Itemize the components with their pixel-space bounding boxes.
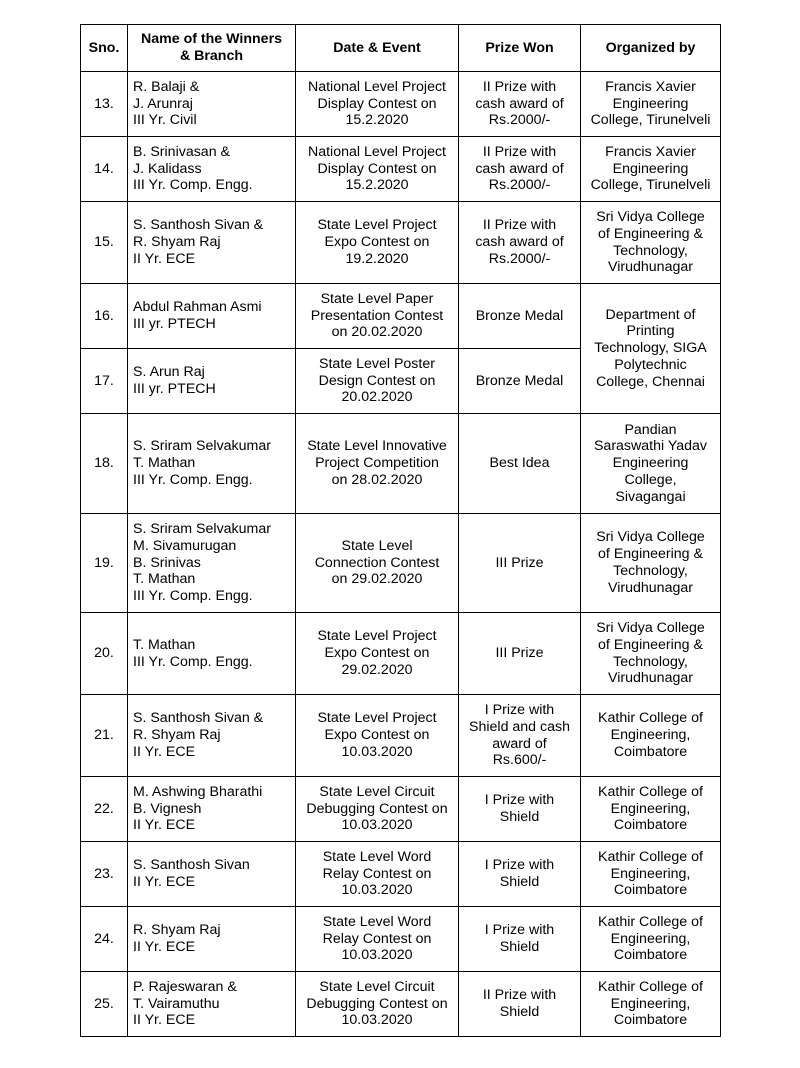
winners-table xyxy=(80,24,721,1037)
date-event-cell xyxy=(296,613,459,695)
date-event-cell xyxy=(296,695,459,777)
winner-line: III yr. PTECH xyxy=(133,316,216,332)
organizer-line: Sri Vidya College xyxy=(596,529,705,546)
organizer-line: Engineering, xyxy=(610,865,691,882)
prize-line: I Prize with xyxy=(484,922,555,939)
winner-line: S. Santhosh Sivan & xyxy=(133,710,264,727)
date-event-cell xyxy=(296,349,459,414)
organizer-line: Department of xyxy=(605,306,696,323)
winner-line: B. Srinivas xyxy=(133,554,201,571)
winner-line: III Yr. Comp. Engg. xyxy=(133,471,253,488)
organizer-cell xyxy=(581,613,721,695)
prize-line: cash award of xyxy=(475,234,564,251)
table-body xyxy=(81,72,721,1037)
date-event-line: Relay Contest on xyxy=(322,930,432,947)
organizer-line: Pandian xyxy=(624,421,677,438)
prize-line: Shield xyxy=(499,939,540,955)
organizer-line: College, xyxy=(624,471,677,488)
winner-line: III yr. PTECH xyxy=(133,381,216,397)
winners-cell xyxy=(128,972,296,1037)
date-event-line: 10.03.2020 xyxy=(341,817,413,834)
table-row xyxy=(81,284,721,349)
serial-number: 18. xyxy=(81,414,128,514)
date-event-cell xyxy=(296,72,459,137)
table-row xyxy=(81,842,721,907)
winner-line: III Yr. Civil xyxy=(133,112,197,129)
organizer-line: Technology, SIGA xyxy=(594,340,707,357)
organizer-cell xyxy=(581,777,721,842)
prize-line: Shield xyxy=(499,809,540,825)
organizer-line: College, Tirunelveli xyxy=(590,177,711,194)
prize-cell xyxy=(459,695,581,777)
prize-cell xyxy=(459,613,581,695)
header-date-event: Date & Event xyxy=(296,25,459,72)
organizer-line: Kathir College of xyxy=(598,913,703,930)
prize-line: II Prize with xyxy=(482,143,557,160)
prize-cell xyxy=(459,414,581,514)
date-event-line: Display Contest on xyxy=(317,95,437,112)
table-row xyxy=(81,514,721,613)
organizer-line: Sivagangai xyxy=(615,488,686,505)
prize-line: Shield and cash xyxy=(469,718,570,735)
serial-number: 17. xyxy=(81,349,128,414)
organizer-line: Engineering xyxy=(612,95,689,112)
organizer-line: Kathir College of xyxy=(598,710,703,727)
winner-line: R. Shyam Raj xyxy=(133,727,221,744)
table-row xyxy=(81,613,721,695)
organizer-line: Technology, xyxy=(613,242,688,259)
date-event-cell xyxy=(296,777,459,842)
organizer-line: of Engineering & xyxy=(598,225,703,242)
prize-cell xyxy=(459,842,581,907)
date-event-line: 10.03.2020 xyxy=(341,947,413,964)
winner-line: T. Mathan xyxy=(133,571,196,588)
date-event-cell xyxy=(296,842,459,907)
winner-line: M. Ashwing Bharathi xyxy=(133,783,263,800)
organizer-line: Engineering, xyxy=(610,995,691,1012)
date-event-line: 19.2.2020 xyxy=(345,250,409,267)
header-sno: Sno. xyxy=(81,25,128,72)
organizer-line: Polytechnic xyxy=(614,356,687,373)
prize-line: II Prize with xyxy=(482,78,557,95)
table-row xyxy=(81,695,721,777)
winner-line: J. Kalidass xyxy=(133,160,202,177)
prize-line: III Prize xyxy=(495,645,544,662)
winner-line: II Yr. ECE xyxy=(133,1012,196,1029)
prize-cell xyxy=(459,972,581,1037)
prize-line: II Prize with xyxy=(482,217,557,234)
date-event-line: State Level Word xyxy=(322,913,432,930)
date-event-line: Relay Contest on xyxy=(322,865,432,882)
prize-line: cash award of xyxy=(475,160,564,177)
serial-number: 14. xyxy=(81,137,128,202)
organizer-line: Engineering xyxy=(612,160,689,177)
winner-line: II Yr. ECE xyxy=(133,939,196,955)
prize-line: Rs.2000/- xyxy=(488,250,551,267)
date-event-line: on 20.02.2020 xyxy=(331,324,423,341)
table-row xyxy=(81,777,721,842)
organizer-line: Coimbatore xyxy=(613,882,688,899)
prize-cell xyxy=(459,349,581,414)
winners-cell xyxy=(128,202,296,284)
winner-line: II Yr. ECE xyxy=(133,250,196,267)
date-event-line: 20.02.2020 xyxy=(341,389,413,406)
table-header xyxy=(81,25,721,72)
serial-number: 24. xyxy=(81,907,128,972)
organizer-cell xyxy=(581,414,721,514)
organizer-line: Kathir College of xyxy=(598,978,703,995)
winner-line: J. Arunraj xyxy=(133,95,193,112)
serial-number: 16. xyxy=(81,284,128,349)
winners-cell xyxy=(128,72,296,137)
date-event-line: Display Contest on xyxy=(317,160,437,177)
organizer-line: Technology, xyxy=(613,653,688,670)
date-event-line: 10.03.2020 xyxy=(341,882,413,899)
date-event-cell xyxy=(296,202,459,284)
winner-line: II Yr. ECE xyxy=(133,817,196,834)
organizer-cell xyxy=(581,972,721,1037)
prize-line: I Prize with xyxy=(484,857,555,874)
organizer-line: Francis Xavier xyxy=(605,78,696,95)
organizer-cell xyxy=(581,72,721,137)
serial-number: 15. xyxy=(81,202,128,284)
header-prize: Prize Won xyxy=(459,25,581,72)
header-row xyxy=(81,25,721,72)
organizer-line: Coimbatore xyxy=(613,817,688,834)
date-event-line: on 28.02.2020 xyxy=(331,471,423,488)
organizer-line: Virudhunagar xyxy=(608,259,693,276)
winner-line: T. Mathan xyxy=(133,636,196,653)
organizer-line: Kathir College of xyxy=(598,783,703,800)
winners-cell xyxy=(128,349,296,414)
organizer-cell xyxy=(581,695,721,777)
date-event-line: Connection Contest xyxy=(314,554,440,571)
header-organizer: Organized by xyxy=(581,25,721,72)
organizer-line: Sri Vidya College xyxy=(596,208,705,225)
winners-cell xyxy=(128,842,296,907)
serial-number: 20. xyxy=(81,613,128,695)
prize-cell xyxy=(459,137,581,202)
date-event-line: Presentation Contest xyxy=(310,307,444,324)
date-event-line: 15.2.2020 xyxy=(345,177,409,194)
prize-line: Rs.2000/- xyxy=(488,112,551,129)
prize-line: Shield xyxy=(499,1004,540,1020)
winner-line: Abdul Rahman Asmi xyxy=(133,299,262,316)
winner-line: II Yr. ECE xyxy=(133,743,196,760)
winners-cell xyxy=(128,414,296,514)
winner-line: R. Shyam Raj xyxy=(133,234,221,251)
table-row xyxy=(81,907,721,972)
serial-number: 22. xyxy=(81,777,128,842)
table-row xyxy=(81,72,721,137)
prize-line: award of xyxy=(492,735,547,752)
winner-line: S. Sriram Selvakumar xyxy=(133,521,271,537)
winner-line: S. Santhosh Sivan & xyxy=(133,217,264,234)
date-event-line: 10.03.2020 xyxy=(341,743,413,760)
date-event-line: State Level Project xyxy=(317,710,437,727)
organizer-line: Kathir College of xyxy=(598,848,703,865)
date-event-line: State Level Circuit xyxy=(319,978,435,995)
table-row xyxy=(81,202,721,284)
winner-line: III Yr. Comp. Engg. xyxy=(133,653,253,670)
organizer-line: Engineering, xyxy=(610,930,691,947)
winner-line: S. Santhosh Sivan xyxy=(133,857,250,874)
prize-line: II Prize with xyxy=(482,987,557,1004)
organizer-cell xyxy=(581,137,721,202)
winners-cell xyxy=(128,514,296,613)
date-event-line: State Level xyxy=(341,537,413,554)
date-event-line: Expo Contest on xyxy=(324,727,430,744)
serial-number: 23. xyxy=(81,842,128,907)
date-event-line: Project Competition xyxy=(315,455,439,472)
prize-line: I Prize with xyxy=(484,792,555,809)
organizer-line: of Engineering & xyxy=(598,636,703,653)
prize-cell xyxy=(459,202,581,284)
date-event-line: 10.03.2020 xyxy=(341,1012,413,1029)
prize-line: cash award of xyxy=(475,95,564,112)
date-event-line: State Level Paper xyxy=(320,290,434,307)
date-event-line: State Level Circuit xyxy=(319,783,435,800)
winner-line: S. Sriram Selvakumar xyxy=(133,438,271,455)
winners-cell xyxy=(128,137,296,202)
serial-number: 19. xyxy=(81,514,128,613)
prize-cell xyxy=(459,72,581,137)
serial-number: 25. xyxy=(81,972,128,1037)
winners-cell xyxy=(128,777,296,842)
winner-line: R. Shyam Raj xyxy=(133,922,221,939)
date-event-line: 29.02.2020 xyxy=(341,661,413,678)
winner-line: M. Sivamurugan xyxy=(133,537,237,554)
date-event-line: Debugging Contest on xyxy=(306,995,448,1012)
organizer-cell xyxy=(581,907,721,972)
winners-cell xyxy=(128,284,296,349)
organizer-cell xyxy=(581,202,721,284)
organizer-line: Virudhunagar xyxy=(608,579,693,596)
organizer-line: Saraswathi Yadav xyxy=(593,438,708,455)
winner-line: B. Vignesh xyxy=(133,800,202,817)
organizer-line: Virudhunagar xyxy=(608,670,693,687)
date-event-line: Expo Contest on xyxy=(324,645,430,662)
organizer-line: College, Tirunelveli xyxy=(590,112,711,129)
organizer-cell xyxy=(581,514,721,613)
table-row xyxy=(81,972,721,1037)
date-event-cell xyxy=(296,137,459,202)
table-row xyxy=(81,137,721,202)
organizer-cell xyxy=(581,842,721,907)
winner-line: B. Srinivasan & xyxy=(133,143,230,160)
organizer-line: Francis Xavier xyxy=(605,143,696,160)
winner-line: T. Mathan xyxy=(133,455,196,472)
date-event-line: State Level Project xyxy=(317,628,437,645)
winner-line: II Yr. ECE xyxy=(133,874,196,890)
prize-line: Rs.2000/- xyxy=(488,177,551,194)
organizer-line: Coimbatore xyxy=(613,1012,688,1029)
date-event-cell xyxy=(296,414,459,514)
organizer-line: Engineering, xyxy=(610,727,691,744)
winner-line: P. Rajeswaran & xyxy=(133,978,237,995)
winner-line: S. Arun Raj xyxy=(133,364,205,381)
organizer-line: College, Chennai xyxy=(596,373,705,390)
prize-line: III Prize xyxy=(495,554,544,571)
prize-cell xyxy=(459,907,581,972)
organizer-line: Technology, xyxy=(613,563,688,579)
organizer-line: Engineering, xyxy=(610,800,691,817)
date-event-line: State Level Word xyxy=(322,848,432,865)
organizer-line: Printing xyxy=(626,323,675,340)
organizer-line: of Engineering & xyxy=(598,546,703,563)
organizer-line: Coimbatore xyxy=(613,947,688,964)
organizer-line: Engineering xyxy=(612,455,689,472)
organizer-line: Sri Vidya College xyxy=(596,619,705,636)
winners-cell xyxy=(128,613,296,695)
date-event-line: 15.2.2020 xyxy=(345,112,409,129)
header-name: Name of the Winners & Branch xyxy=(128,25,296,72)
prize-line: Bronze Medal xyxy=(475,372,564,389)
date-event-cell xyxy=(296,514,459,613)
date-event-line: State Level Innovative xyxy=(307,438,447,455)
winners-cell xyxy=(128,695,296,777)
date-event-cell xyxy=(296,284,459,349)
table-row xyxy=(81,414,721,514)
date-event-line: National Level Project xyxy=(307,78,446,95)
prize-line: Rs.600/- xyxy=(492,752,547,769)
serial-number: 21. xyxy=(81,695,128,777)
date-event-line: State Level Poster xyxy=(319,355,435,372)
winners-cell xyxy=(128,907,296,972)
prize-line: Shield xyxy=(499,874,540,890)
organizer-line: Coimbatore xyxy=(613,743,688,760)
prize-cell xyxy=(459,777,581,842)
winner-line: III Yr. Comp. Engg. xyxy=(133,588,253,605)
prize-cell xyxy=(459,284,581,349)
prize-line: Bronze Medal xyxy=(475,307,564,324)
winner-line: III Yr. Comp. Engg. xyxy=(133,177,253,194)
date-event-cell xyxy=(296,907,459,972)
winner-line: T. Vairamuthu xyxy=(133,995,220,1012)
prize-cell xyxy=(459,514,581,613)
winner-line: R. Balaji & xyxy=(133,78,200,95)
date-event-line: State Level Project xyxy=(317,217,437,234)
date-event-line: Expo Contest on xyxy=(324,234,430,251)
date-event-line: National Level Project xyxy=(307,143,446,160)
date-event-cell xyxy=(296,972,459,1037)
prize-line: Best Idea xyxy=(489,455,550,472)
organizer-cell xyxy=(581,284,721,414)
prize-line: I Prize with xyxy=(484,701,555,718)
date-event-line: Design Contest on xyxy=(318,372,436,389)
date-event-line: on 29.02.2020 xyxy=(331,571,423,588)
date-event-line: Debugging Contest on xyxy=(306,800,448,817)
serial-number: 13. xyxy=(81,72,128,137)
